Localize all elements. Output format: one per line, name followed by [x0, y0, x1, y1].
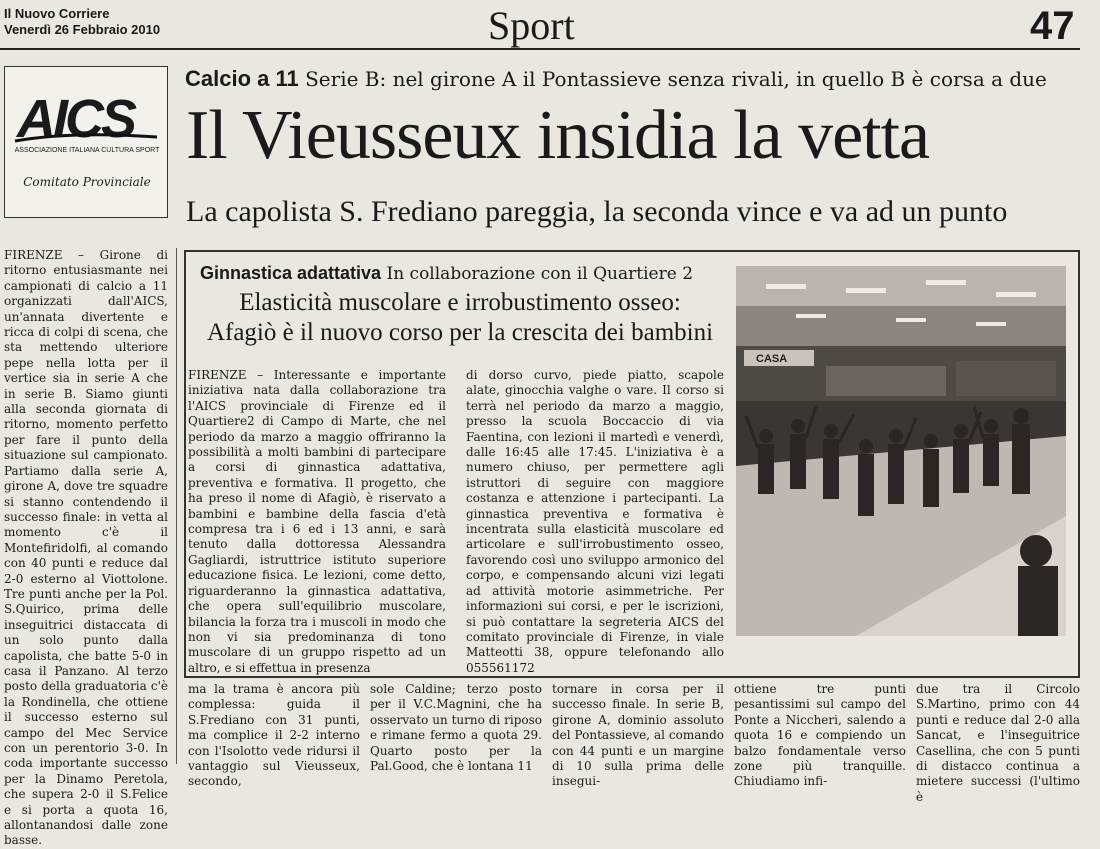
kicker-bold: Calcio a 11: [185, 66, 299, 91]
logo-org: ASSOCIAZIONE ITALIANA CULTURA SPORT: [14, 147, 160, 154]
box-column-2: di dorso curvo, piede piatto, scapole alate, ginocchia valghe o vare. Il corso si terrà nel periodo da marzo a maggio, presso la scuola Boccaccio di via Faentina, con lezioni il martedì e venerdì, dalle 16:45 alle 17:45. L'iniziativa è a numero chiuso, per permettere agli istruttori di seguire con maggiore costanza e attenzione i partecipanti. La ginnastica preventiva e formativa è incentrata sulla elasticità muscolare ed articolare e sull'irrobustimento osseo, favorendo così uno sviluppo armonico del corpo, e compensando alcuni vizi legati ad attività motorie asimmetriche. Per informazioni sui corsi, e per le iscrizioni, si può contattare la segreteria AICS del comitato provinciale di Firenze, in viale Matteotti 38, oppure telefonando allo 055561172: [466, 368, 724, 675]
bottom-column-1: ma la trama è ancora più complessa: guida il S.Frediano con 31 punti, ma complice il 2-2 interno con l'Isolotto vede ridursi il vantaggio sul Vieusseux, secondo,: [188, 682, 360, 789]
header-rule: [0, 48, 1080, 50]
photo-sign: CASA: [756, 353, 788, 365]
article-column-left: FIRENZE – Girone di ritorno entusiasmante nei campionati di calcio a 11 organizzati dall'AICS, un'annata divertente e ricca di colpi di scena, che sta mettendo ulteriore pepe nella lotta per il vertice sia in serie A che in serie B. Siamo giunti alla seconda giornata di ritorno, momento perfetto per fare il punto della situazione sul campionato. Partiamo dalla serie A, girone A, dove tre squadre si stanno contendendo il successo finale: in vetta al momento c'è il Montefiridolfi, al comando con 40 punti e reduce dal 2-0 esterno al Viottolone. Tre punti anche per la Pol. S.Quirico, prima delle inseguitrici distaccata di un solo punto dalla capolista, che batte 5-0 in casa il Panzano. Al terzo posto della graduatoria c'è la Rondinella, che ottiene il successo esterno sul campo del Mec Service con un perentorio 3-0. In coda importante successo per la Dinamo Peretola, che supera 2-0 il S.Felice e si porta a quota 16, allontanandosi dalle zone basse.: [4, 248, 168, 848]
photo-illustration: [736, 266, 1066, 636]
column-divider: [176, 248, 177, 764]
aics-logo: [4, 66, 168, 218]
subheadline: La capolista S. Frediano pareggia, la seconda vince e va ad un punto: [186, 195, 1008, 228]
bottom-column-2: sole Caldine; terzo posto per il V.C.Magnini, che ha osservato un turno di riposo e rimane fermo a quota 29. Quarto posto per la Pal.Good, che è lontana 11: [370, 682, 542, 774]
bottom-column-3: tornare in corsa per il successo finale. In serie B, girone A, dominio assoluto del Pontassieve, al comando con 44 punti e un margine di 10 sulla prima delle insegui-: [552, 682, 724, 789]
gym-photo: [736, 266, 1066, 636]
kicker-text: Serie B: nel girone A il Pontassieve senza rivali, in quello B è corsa a due: [305, 67, 1047, 91]
box-column-1: FIRENZE – Interessante e importante iniziativa nata dalla collaborazione tra l'AICS provinciale di Firenze ed il Quartiere2 di Campo di Marte, che nel periodo da marzo a maggio offriranno la possibilità a molti bambini di partecipare a corsi di ginnastica adattativa, preventiva e formativa. Il progetto, che ha preso il nome di Afagiò, è riservato a bambini e bambine della fascia d'età compresa tra i 6 ed i 13 anni, e sarà tenuto dalla dottoressa Alessandra Gagliardi, istruttrice istituto superiore educazione fisica. Le lezioni, come detto, riguarderanno la ginnastica adattativa, che opera sull'equilibrio muscolare, bilancia la forza tra i muscoli in modo che non vi sia predominanza di tono muscolare di un gruppo rispetto ad un altro, e si effettua in presenza: [188, 368, 446, 675]
box-title: [200, 288, 720, 348]
box-kicker-bold: Ginnastica adattativa: [200, 263, 382, 283]
bottom-column-4: ottiene tre punti pesantissimi sul campo del Ponte a Niccheri, salendo a quota 16 e compiendo un balzo fondamentale verso zone più tranquille. Chiudiamo infi-: [734, 682, 906, 789]
logo-mark: AICS: [17, 89, 135, 149]
box-title-line1: Elasticità muscolare e irrobustimento osseo:: [239, 289, 681, 316]
section-title: Sport: [488, 3, 575, 48]
issue-date: Venerdì 26 Febbraio 2010: [4, 22, 161, 37]
masthead: [4, 6, 160, 38]
box-kicker-text: In collaborazione con il Quartiere 2: [386, 264, 694, 284]
box-title-line2: Afagiò è il nuovo corso per la crescita dei bambini: [206, 319, 714, 346]
headline: Il Vieusseux insidia la vetta: [186, 97, 930, 174]
page-number: 47: [1030, 4, 1075, 48]
paper-name: Il Nuovo Corriere: [4, 6, 110, 21]
bottom-column-5: due tra il Circolo S.Martino, primo con 44 punti e reduce dal 2-0 alla Sancat, e l'inseguitrice Casellina, che con 5 punti di distacco continua a mietere successi (l'ultimo è: [916, 682, 1080, 804]
article-kicker: [185, 66, 1047, 92]
logo-committee: Comitato Provinciale: [23, 175, 151, 189]
box-kicker: [200, 262, 693, 285]
logo-swoosh-icon: [13, 133, 159, 143]
